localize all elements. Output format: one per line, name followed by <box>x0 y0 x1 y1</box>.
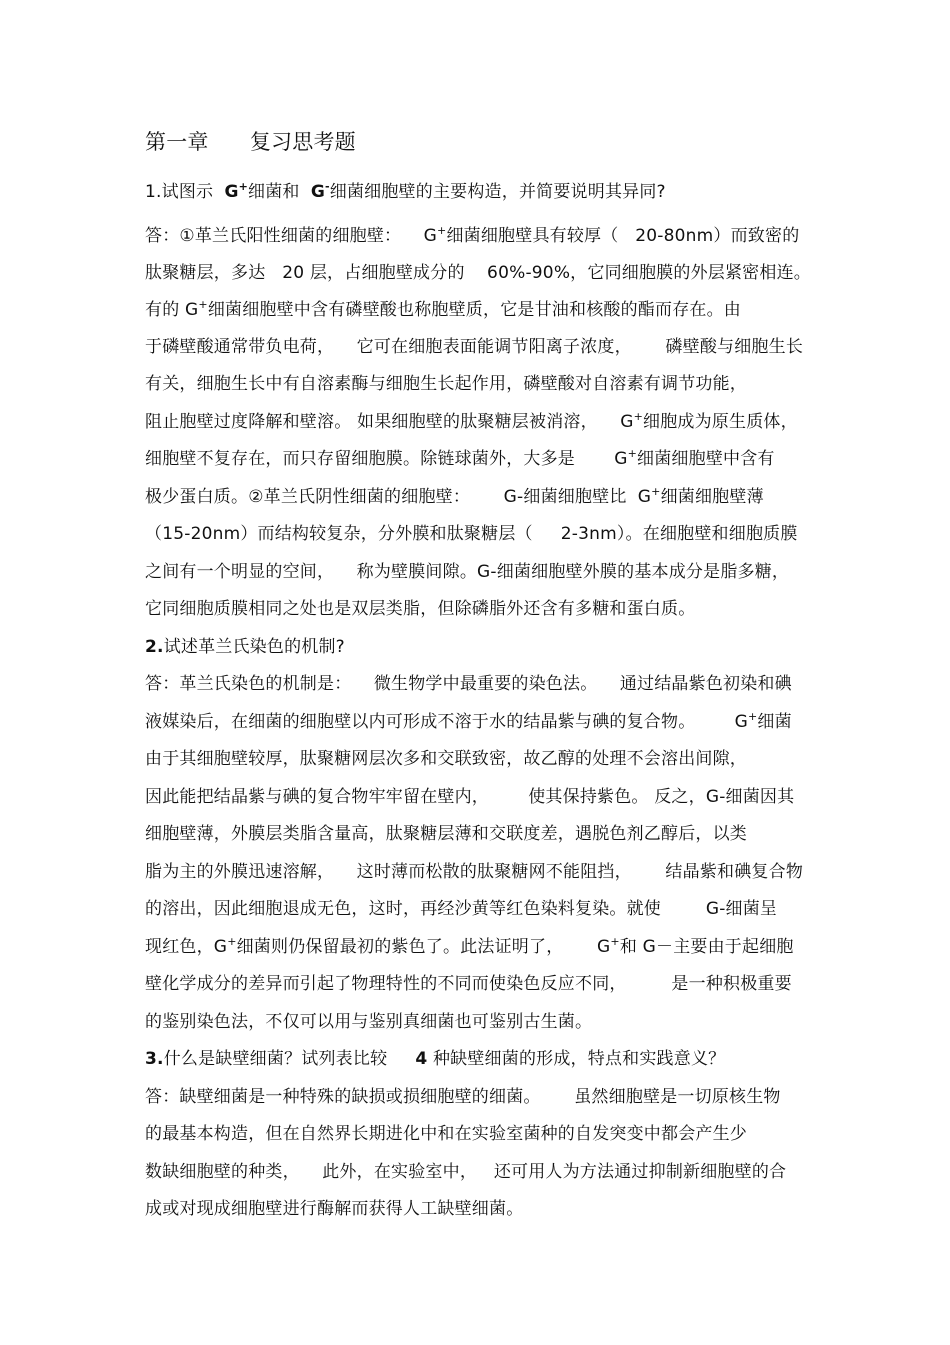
chapter-title: 第一章 复习思考题 <box>145 130 356 154</box>
answer-2-line-10: 的鉴别染色法，不仅可以用与鉴别真细菌也可鉴别古生菌。 <box>145 1012 593 1032</box>
answer-2-line-4: 因此能把结晶紫与碘的复合物牢牢留在壁内， 使其保持紫色。 反之，G-细菌因其 <box>145 787 795 807</box>
answer-1-line-10: 之间有一个明显的空间， 称为壁膜间隙。G-细菌细胞壁外膜的基本成分是脂多糖， <box>145 562 790 582</box>
answer-1-line-7: 细胞壁不复存在，而只存留细胞膜。除链球菌外，大多是 G+细菌细胞壁中含有 <box>145 447 775 469</box>
question-1: 1.试图示 G+细菌和 G-细菌细胞壁的主要构造，并简要说明其异同? <box>145 180 666 202</box>
answer-2-line-1: 答：革兰氏染色的机制是： 微生物学中最重要的染色法。 通过结晶紫色初染和碘 <box>145 674 792 694</box>
answer-3-line-1: 答：缺壁细菌是一种特殊的缺损或损细胞壁的细菌。 虽然细胞壁是一切原核生物 <box>145 1087 781 1107</box>
answer-1-line-8: 极少蛋白质。②革兰氏阴性细菌的细胞壁： G-细菌细胞壁比 G+细菌细胞壁薄 <box>145 485 764 507</box>
answer-2-line-9: 壁化学成分的差异而引起了物理特性的不同而使染色反应不同， 是一种积极重要 <box>145 974 792 994</box>
answer-3-line-3: 数缺细胞壁的种类， 此外，在实验室中， 还可用人为方法通过抑制新细胞壁的合 <box>145 1162 787 1182</box>
answer-1-line-4: 于磷壁酸通常带负电荷， 它可在细胞表面能调节阳离子浓度， 磷壁酸与细胞生长 <box>145 337 804 357</box>
question-2: 2.试述革兰氏染色的机制? <box>145 637 345 657</box>
answer-1-line-9: （15-20nm）而结构较复杂，分外膜和肽聚糖层（ 2-3nm）。在细胞壁和细胞质膜 <box>145 524 798 544</box>
answer-1-line-2: 肽聚糖层，多达 20 层，占细胞壁成分的 60%-90%，它同细胞膜的外层紧密相连。 <box>145 263 811 283</box>
answer-1-line-6: 阻止胞壁过度降解和壁溶。 如果细胞壁的肽聚糖层被消溶， G+细胞成为原生质体， <box>145 410 798 432</box>
answer-2-line-2: 液媒染后，在细菌的细胞壁以内可形成不溶于水的结晶紫与碘的复合物。 G+细菌 <box>145 710 792 732</box>
answer-3-line-2: 的最基本构造，但在自然界长期进化中和在实验室菌种的自发突变中都会产生少 <box>145 1124 747 1144</box>
answer-2-line-3: 由于其细胞壁较厚，肽聚糖网层次多和交联致密，故乙醇的处理不会溶出间隙， <box>145 749 747 769</box>
answer-1-line-11: 它同细胞质膜相同之处也是双层类脂，但除磷脂外还含有多糖和蛋白质。 <box>145 599 696 619</box>
answer-2-line-7: 的溶出，因此细胞退成无色，这时，再经沙黄等红色染料复染。就使 G-细菌呈 <box>145 899 778 919</box>
answer-1-line-1: 答：①革兰氏阳性细菌的细胞壁： G+细菌细胞壁具有较厚（ 20-80nm）而致密的 <box>145 224 800 246</box>
answer-1-line-3: 有的 G+细菌细胞壁中含有磷壁酸也称胞壁质，它是甘油和核酸的酯而存在。由 <box>145 298 742 320</box>
answer-1-line-5: 有关，细胞生长中有自溶素酶与细胞生长起作用，磷壁酸对自溶素有调节功能， <box>145 374 747 394</box>
answer-3-line-4: 成或对现成细胞壁进行酶解而获得人工缺壁细菌。 <box>145 1199 524 1219</box>
answer-2-line-6: 脂为主的外膜迅速溶解， 这时薄而松散的肽聚糖网不能阻挡， 结晶紫和碘复合物 <box>145 862 804 882</box>
question-3: 3.什么是缺壁细菌？试列表比较 4 种缺壁细菌的形成，特点和实践意义？ <box>145 1049 726 1069</box>
answer-2-line-8: 现红色，G+细菌则仍保留最初的紫色了。此法证明了， G+和 G－主要由于起细胞 <box>145 935 794 957</box>
answer-2-line-5: 细胞壁薄，外膜层类脂含量高，肽聚糖层薄和交联度差，遇脱色剂乙醇后，以类 <box>145 824 747 844</box>
